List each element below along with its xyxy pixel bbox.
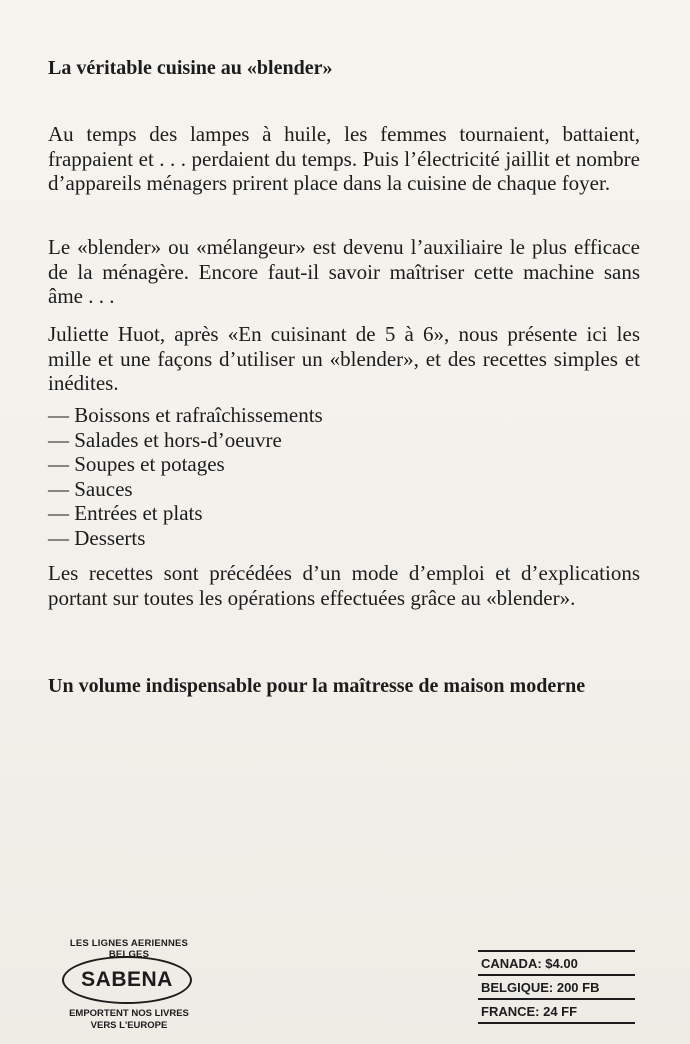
list-item: — Sauces (48, 476, 133, 501)
sponsor-top-text: LES LIGNES AERIENNES BELGES (69, 938, 189, 960)
price-row-belgique: BELGIQUE: 200 FB (478, 976, 635, 1000)
sponsor-bottom-line: VERS L'EUROPE (90, 1020, 168, 1031)
recipe-category-list (48, 403, 323, 550)
paragraph-closing: Les recettes sont précédées d’un mode d’emploi et d’explications portant sur toutes les opérations effectuées grâce au «blender». (48, 561, 640, 610)
paragraph-intro: Au temps des lampes à huile, les femmes tournaient, battaient, frappaient et . . . perdaient du temps. Puis l’électricité jaillit et nombre d’appareils ménagers prirent place dans la cuisine de chaque foyer. (48, 122, 640, 195)
tagline: Un volume indispensable pour la maîtresse de maison moderne (48, 675, 586, 697)
list-item: — Desserts (48, 525, 146, 550)
price-table (478, 950, 635, 1024)
price-row-france: FRANCE: 24 FF (478, 1000, 635, 1024)
cover-title: La véritable cuisine au «blender» (48, 57, 333, 79)
sabena-logo-word: SABENA (81, 968, 173, 991)
sponsor-bottom-text (50, 1008, 208, 1032)
paragraph-blender: Le «blender» ou «mélangeur» est devenu l’auxiliaire le plus efficace de la ménagère. Encore faut-il savoir maîtriser cette machine sans âme . . . (48, 235, 640, 308)
list-item: — Salades et hors-d’oeuvre (48, 427, 282, 452)
list-item: — Soupes et potages (48, 452, 225, 476)
sponsor-bottom-line: EMPORTENT NOS LIVRES (69, 1008, 189, 1019)
sabena-logo (62, 956, 192, 1004)
list-item: — Entrées et plats (48, 501, 203, 525)
list-item: — Boissons et rafraîchissements (48, 403, 323, 427)
price-row-canada: CANADA: $4.00 (478, 952, 635, 976)
paragraph-author: Juliette Huot, après «En cuisinant de 5 à 6», nous présente ici les mille et une façons d’utiliser un «blender», et des recettes simples et inédites. (48, 322, 640, 395)
